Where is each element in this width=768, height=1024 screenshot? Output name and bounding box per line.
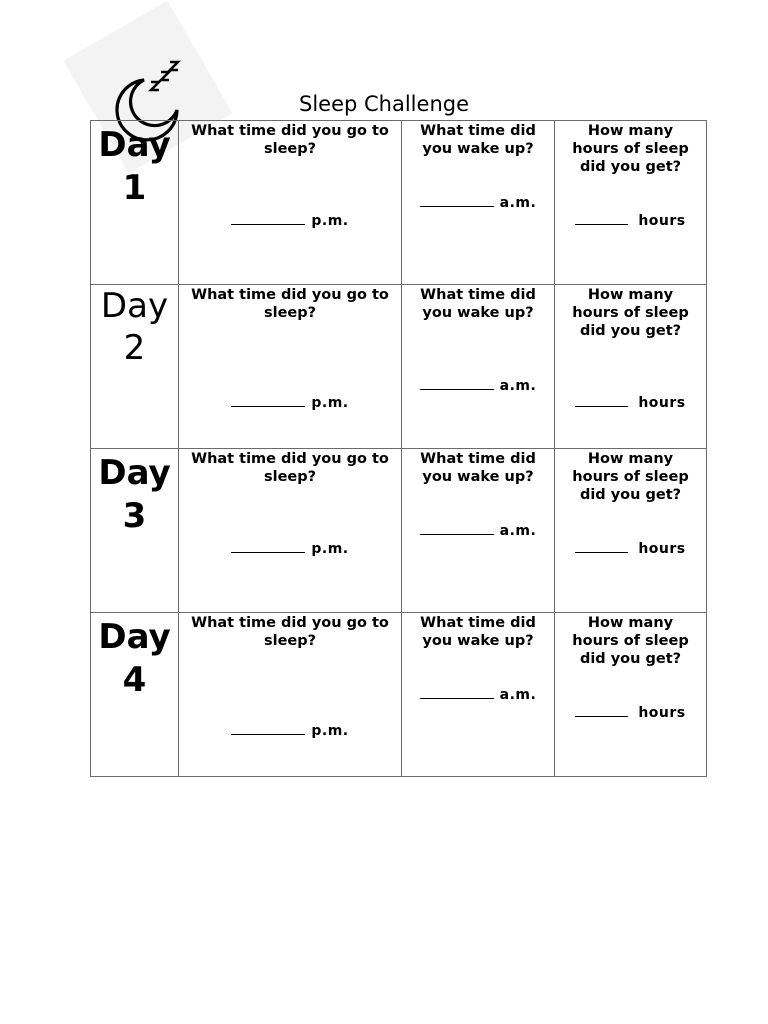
am-label: a.m. <box>499 687 537 703</box>
sleep-question: What time did you go to sleep? <box>191 615 389 649</box>
sleep-log-table <box>90 120 707 777</box>
hours-blank[interactable] <box>575 703 628 717</box>
hours-question: How many hours of sleep did you get? <box>572 615 689 667</box>
wake-time-blank[interactable] <box>420 376 494 390</box>
am-label: a.m. <box>499 378 537 394</box>
day-label: Day 2 <box>100 286 169 368</box>
am-label: a.m. <box>499 195 537 211</box>
am-label: a.m. <box>499 523 537 539</box>
hours-label: hours <box>638 213 686 229</box>
day-cell <box>91 285 179 449</box>
day-label: Day 3 <box>98 453 171 536</box>
hours-cell <box>555 613 707 777</box>
day-row <box>91 449 707 613</box>
hours-answer <box>555 393 706 411</box>
sleep-time-cell <box>179 449 402 613</box>
day-row <box>91 285 707 449</box>
hours-answer <box>555 539 706 557</box>
hours-blank[interactable] <box>575 211 628 225</box>
pm-label: p.m. <box>311 213 349 229</box>
sleep-question: What time did you go to sleep? <box>191 451 389 485</box>
day-label: Day 1 <box>98 125 171 208</box>
wake-question: What time did you wake up? <box>420 123 536 157</box>
hours-label: hours <box>638 705 686 721</box>
sleep-time-cell <box>179 285 402 449</box>
wake-time-cell <box>402 121 555 285</box>
hours-answer <box>555 211 706 229</box>
sleep-time-answer <box>179 211 401 229</box>
sleep-time-cell <box>179 613 402 777</box>
wake-time-blank[interactable] <box>420 193 494 207</box>
sleep-time-answer <box>179 539 401 557</box>
wake-question: What time did you wake up? <box>420 287 536 321</box>
wake-time-answer <box>402 685 554 703</box>
sleep-time-blank[interactable] <box>231 721 305 735</box>
day-cell <box>91 613 179 777</box>
sleep-time-answer <box>179 393 401 411</box>
hours-question: How many hours of sleep did you get? <box>572 451 689 503</box>
sleep-time-cell <box>179 121 402 285</box>
day-row <box>91 121 707 285</box>
hours-question: How many hours of sleep did you get? <box>572 123 689 175</box>
wake-question: What time did you wake up? <box>420 451 536 485</box>
day-cell <box>91 449 179 613</box>
wake-time-cell <box>402 613 555 777</box>
sleep-question: What time did you go to sleep? <box>191 123 389 157</box>
wake-time-cell <box>402 449 555 613</box>
wake-time-blank[interactable] <box>420 521 494 535</box>
pm-label: p.m. <box>311 723 349 739</box>
hours-cell <box>555 121 707 285</box>
hours-answer <box>555 703 706 721</box>
hours-question: How many hours of sleep did you get? <box>572 287 689 339</box>
wake-time-blank[interactable] <box>420 685 494 699</box>
hours-blank[interactable] <box>575 539 628 553</box>
sleep-time-answer <box>179 721 401 739</box>
page-title: Sleep Challenge <box>299 92 469 116</box>
hours-blank[interactable] <box>575 393 628 407</box>
day-label: Day 4 <box>98 617 171 700</box>
pm-label: p.m. <box>311 395 349 411</box>
wake-question: What time did you wake up? <box>420 615 536 649</box>
hours-label: hours <box>638 541 686 557</box>
sleep-time-blank[interactable] <box>231 211 305 225</box>
hours-cell <box>555 285 707 449</box>
sleep-time-blank[interactable] <box>231 539 305 553</box>
pm-label: p.m. <box>311 541 349 557</box>
sleep-time-blank[interactable] <box>231 393 305 407</box>
day-row <box>91 613 707 777</box>
hours-cell <box>555 449 707 613</box>
day-cell <box>91 121 179 285</box>
wake-time-cell <box>402 285 555 449</box>
sleep-question: What time did you go to sleep? <box>191 287 389 321</box>
wake-time-answer <box>402 376 554 394</box>
wake-time-answer <box>402 193 554 211</box>
hours-label: hours <box>638 395 686 411</box>
wake-time-answer <box>402 521 554 539</box>
